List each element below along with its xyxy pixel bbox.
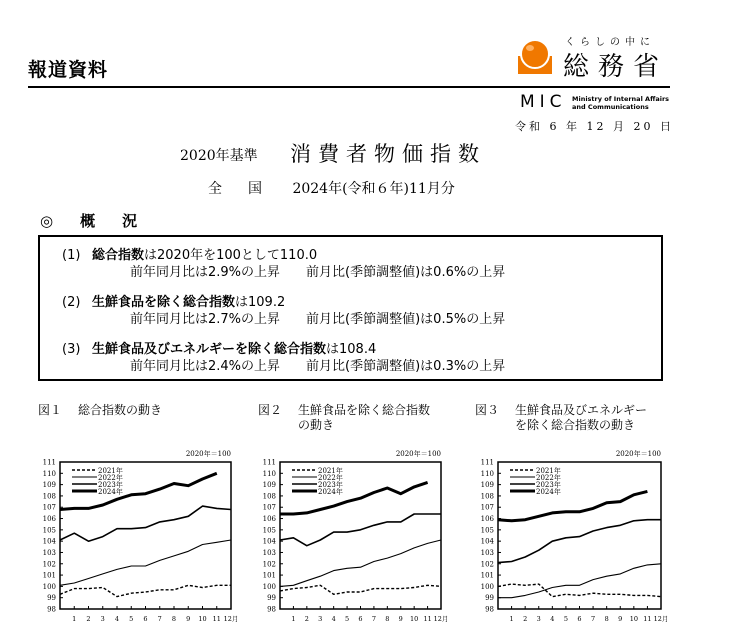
document-type-label: 報道資料	[28, 59, 109, 81]
x-tick-label: 1	[291, 615, 296, 623]
y-tick-label: 103	[42, 548, 56, 557]
mom-change: 前月比(季節調整値)は0.5%の上昇	[306, 312, 506, 327]
header-divider	[28, 86, 670, 88]
y-tick-label: 110	[42, 469, 56, 478]
y-tick-label: 105	[480, 526, 494, 535]
x-tick-label: 11	[423, 615, 432, 623]
y-tick-label: 106	[42, 515, 56, 524]
index-value-text: は108.4	[326, 342, 377, 357]
x-tick-label: 6	[143, 615, 148, 623]
legend-label: 2024年	[318, 488, 343, 496]
overview-item	[62, 291, 506, 327]
x-tick-label: 12月	[433, 615, 449, 623]
item-detail	[130, 308, 505, 327]
legend-label: 2023年	[318, 481, 343, 489]
series-line-2023年	[280, 514, 441, 546]
figure-label: 図１	[38, 403, 63, 417]
y-tick-label: 106	[262, 515, 276, 524]
x-tick-label: 8	[171, 615, 177, 623]
base-year-note: 2020年＝100	[615, 450, 661, 458]
x-tick-label: 2	[304, 615, 309, 623]
x-tick-label: 4	[114, 615, 120, 623]
y-tick-label: 109	[480, 481, 494, 490]
chart-excl-fresh-food-energy	[468, 445, 682, 630]
figure-label: 図３	[475, 403, 500, 417]
figure-3-title	[475, 403, 647, 433]
yoy-change: 前年同月比は2.9%の上昇	[130, 265, 281, 280]
mom-change: 前月比(季節調整値)は0.6%の上昇	[306, 265, 506, 280]
y-tick-label: 111	[262, 458, 276, 467]
x-tick-label: 9	[398, 615, 403, 623]
x-tick-label: 4	[331, 615, 336, 623]
y-tick-label: 104	[262, 537, 276, 546]
series-line-2023年	[498, 520, 661, 563]
y-tick-label: 107	[480, 503, 494, 512]
y-tick-label: 111	[480, 458, 494, 467]
overview-item	[62, 338, 506, 374]
figure-title-text: 生鮮食品を除く総合指数	[298, 403, 431, 417]
figure-title-text-cont: を除く総合指数の動き	[515, 418, 636, 432]
x-tick-label: 10	[198, 615, 207, 623]
item-number: (2)	[62, 295, 81, 310]
y-tick-label: 111	[42, 458, 56, 467]
legend-label: 2022年	[536, 474, 561, 482]
y-tick-label: 102	[42, 560, 56, 569]
y-tick-label: 104	[480, 537, 494, 546]
x-tick-label: 12月	[223, 615, 239, 623]
figure-2-title	[258, 403, 430, 433]
index-value-text: は109.2	[235, 295, 286, 310]
y-tick-label: 110	[262, 469, 276, 478]
x-tick-label: 8	[385, 615, 390, 623]
logo-english-line2: and Communications	[572, 103, 649, 111]
x-tick-label: 4	[550, 615, 555, 623]
series-line-2021年	[498, 584, 661, 597]
legend-label: 2022年	[318, 474, 343, 482]
chart-total-index	[30, 445, 252, 630]
series-line-2024年	[280, 482, 428, 514]
x-tick-label: 9	[186, 615, 191, 623]
x-tick-label: 1	[72, 615, 77, 623]
mom-change: 前月比(季節調整値)は0.3%の上昇	[306, 359, 506, 374]
y-tick-label: 98	[267, 605, 276, 614]
x-tick-label: 7	[371, 615, 376, 623]
legend-label: 2023年	[536, 481, 561, 489]
y-tick-label: 98	[47, 605, 56, 614]
series-line-2021年	[280, 585, 441, 594]
y-tick-label: 102	[480, 560, 494, 569]
x-tick-label: 10	[629, 615, 638, 623]
y-tick-label: 103	[262, 548, 276, 557]
series-line-2022年	[280, 540, 441, 586]
y-tick-label: 100	[42, 582, 56, 591]
y-tick-label: 106	[480, 515, 494, 524]
index-name: 総合指数	[92, 248, 145, 263]
legend-label: 2021年	[536, 467, 561, 475]
x-tick-label: 9	[618, 615, 623, 623]
figure-1-title	[38, 403, 162, 418]
x-tick-label: 11	[643, 615, 652, 623]
mic-logo-icon	[518, 40, 552, 74]
logo-english	[572, 95, 669, 111]
y-tick-label: 108	[480, 492, 494, 501]
y-tick-label: 107	[262, 503, 276, 512]
item-detail	[130, 261, 505, 280]
yoy-change: 前年同月比は2.7%の上昇	[130, 312, 281, 327]
x-tick-label: 8	[604, 615, 609, 623]
item-number: (1)	[62, 248, 81, 263]
y-tick-label: 108	[42, 492, 56, 501]
y-tick-label: 104	[42, 537, 56, 546]
x-tick-label: 7	[157, 615, 162, 623]
index-value-text: は2020年を100として110.0	[144, 248, 318, 263]
x-tick-label: 2	[86, 615, 91, 623]
y-tick-label: 101	[42, 571, 56, 580]
x-tick-label: 3	[100, 615, 105, 623]
subtitle-region: 全国	[208, 181, 288, 197]
base-year-note: 2020年＝100	[395, 450, 441, 458]
figure-label: 図２	[258, 403, 283, 417]
y-tick-label: 101	[480, 571, 494, 580]
x-tick-label: 3	[536, 615, 541, 623]
y-tick-label: 100	[480, 582, 494, 591]
y-tick-label: 99	[47, 594, 56, 603]
x-tick-label: 3	[318, 615, 323, 623]
subtitle	[208, 178, 455, 198]
series-line-2021年	[60, 585, 231, 596]
legend-label: 2021年	[98, 467, 123, 475]
x-tick-label: 5	[563, 615, 568, 623]
index-name: 生鮮食品及びエネルギーを除く総合指数	[92, 342, 327, 357]
logo-name: 総務省	[563, 52, 669, 82]
y-tick-label: 98	[485, 605, 494, 614]
base-year-note: 2020年＝100	[185, 450, 231, 458]
x-tick-label: 7	[591, 615, 596, 623]
item-number: (3)	[62, 342, 81, 357]
x-tick-label: 5	[129, 615, 134, 623]
legend-label: 2021年	[318, 467, 343, 475]
logo-tagline: くらしの中に	[565, 37, 655, 48]
logo-abbr: MIC	[520, 92, 567, 112]
x-tick-label: 2	[523, 615, 528, 623]
legend-label: 2023年	[98, 481, 123, 489]
y-tick-label: 109	[262, 481, 276, 490]
item-detail	[130, 355, 505, 374]
x-tick-label: 6	[358, 615, 363, 623]
overview-item	[62, 244, 506, 280]
legend-label: 2024年	[98, 488, 123, 496]
y-tick-label: 99	[485, 594, 494, 603]
overview-heading: ◎ 概 況	[40, 212, 144, 230]
figure-title-text: 総合指数の動き	[78, 403, 163, 417]
x-tick-label: 6	[577, 615, 582, 623]
title-prefix: 2020年基準	[180, 148, 258, 164]
chart-excl-fresh-food	[250, 445, 462, 630]
y-tick-label: 108	[262, 492, 276, 501]
y-tick-label: 103	[480, 548, 494, 557]
y-tick-label: 110	[480, 469, 494, 478]
x-tick-label: 11	[212, 615, 221, 623]
legend-label: 2022年	[98, 474, 123, 482]
series-line-2023年	[60, 506, 231, 541]
page-title: 消費者物価指数	[290, 142, 486, 166]
subtitle-period: 2024年(令和６年)11月分	[292, 181, 455, 197]
index-name: 生鮮食品を除く総合指数	[92, 295, 236, 310]
overview-box	[38, 235, 663, 381]
figure-title-text-cont: の動き	[298, 418, 335, 432]
legend-label: 2024年	[536, 488, 561, 496]
x-tick-label: 1	[509, 615, 514, 623]
y-tick-label: 99	[267, 594, 276, 603]
series-line-2022年	[60, 540, 231, 585]
x-tick-label: 10	[410, 615, 419, 623]
yoy-change: 前年同月比は2.4%の上昇	[130, 359, 281, 374]
y-tick-label: 101	[262, 571, 276, 580]
y-tick-label: 107	[42, 503, 56, 512]
y-tick-label: 105	[42, 526, 56, 535]
figure-title-text: 生鮮食品及びエネルギー	[515, 403, 648, 417]
release-date: 令和 6 年 12 月 20 日	[515, 120, 674, 133]
series-line-2022年	[498, 564, 661, 598]
series-line-2024年	[498, 491, 647, 520]
x-tick-label: 12月	[653, 615, 669, 623]
logo-english-line1: Ministry of Internal Affairs	[572, 95, 670, 103]
y-tick-label: 100	[262, 582, 276, 591]
y-tick-label: 109	[42, 481, 56, 490]
y-tick-label: 105	[262, 526, 276, 535]
x-tick-label: 5	[345, 615, 350, 623]
y-tick-label: 102	[262, 560, 276, 569]
